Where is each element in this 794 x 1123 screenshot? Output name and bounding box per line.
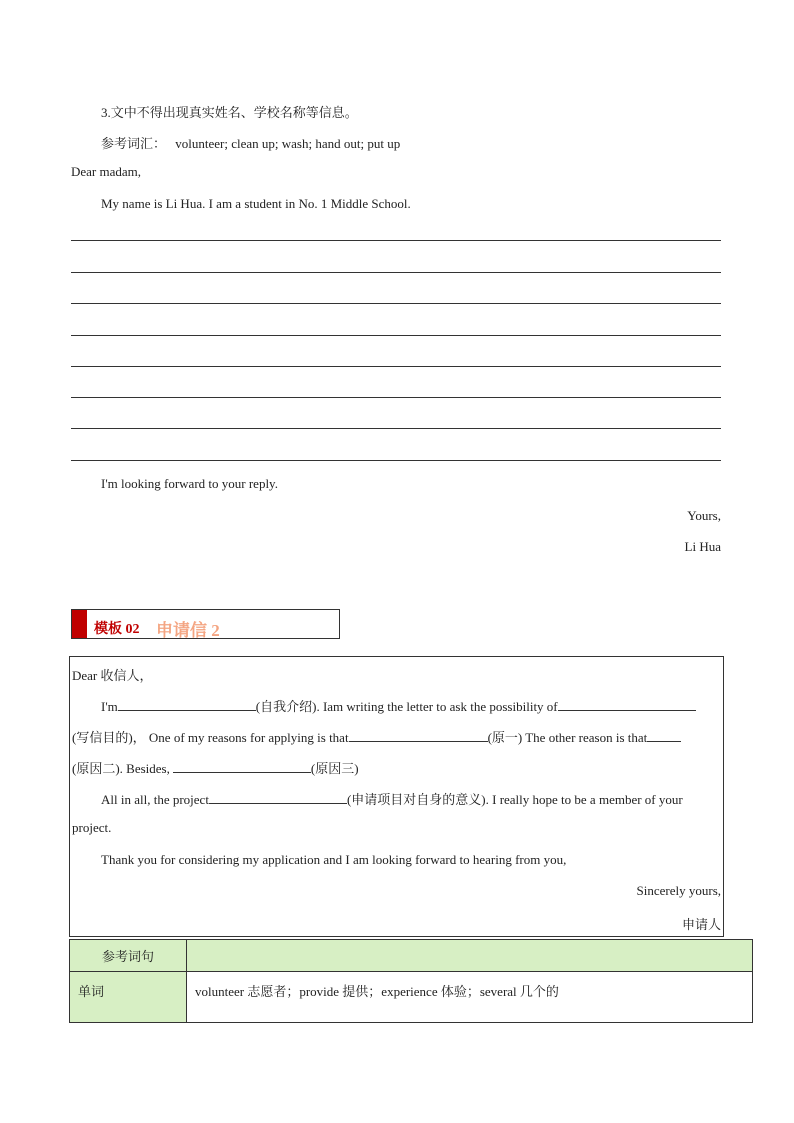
template-line-6: Thank you for considering my application and I am looking forward to hearing from you, — [101, 852, 567, 867]
template-applicant: 申请人 — [681, 917, 721, 932]
table-header-empty — [187, 940, 753, 972]
fill-blank — [647, 729, 681, 742]
intro-line: My name is Li Hua. I am a student in No. 1 Middle School. — [101, 196, 411, 211]
fill-blank — [118, 698, 256, 711]
vocab-label: 参考词汇： — [101, 136, 167, 151]
writing-line — [71, 397, 721, 398]
row-value: volunteer 志愿者；provide 提供；experience 体验；several 几个的 — [187, 972, 753, 1023]
template-title: 申请信 2 — [156, 621, 220, 640]
fill-blank — [173, 760, 311, 773]
template-heading — [71, 609, 340, 639]
signature: Li Hua — [684, 539, 721, 554]
text: (原因三) — [310, 761, 359, 776]
heading-accent-bar — [72, 610, 87, 638]
table-row — [70, 972, 753, 1023]
fill-blank — [349, 729, 488, 742]
text: (申请项目对自身的意义). I really hope to be a member of your — [346, 792, 683, 807]
note-3: 3.文中不得出现真实姓名、学校名称等信息。 — [101, 105, 358, 120]
writing-line — [71, 272, 721, 273]
reference-table — [69, 939, 753, 1023]
yours: Yours, — [687, 508, 721, 523]
template-line-1 — [101, 696, 696, 715]
writing-line — [71, 428, 721, 429]
table-header-label: 参考词句 — [70, 940, 187, 972]
fill-blank — [558, 698, 696, 711]
writing-line — [71, 240, 721, 241]
vocab-line — [101, 133, 400, 152]
writing-line — [71, 460, 721, 461]
template-line-4 — [101, 789, 683, 808]
text: I'm — [101, 699, 118, 714]
text: (原因二). Besides, — [72, 761, 170, 776]
fill-blank — [209, 791, 347, 804]
template-line-5: project. — [72, 820, 112, 835]
template-label: 模板 02 — [94, 622, 140, 637]
text: (原一) The other reason is that — [487, 730, 648, 745]
closing-line: I'm looking forward to your reply. — [101, 476, 278, 491]
template-salutation: Dear 收信人， — [72, 668, 153, 683]
text: (写信目的)， One of my reasons for applying is that — [72, 730, 349, 745]
text: (自我介绍). Iam writing the letter to ask the possibility of — [255, 699, 558, 714]
writing-line — [71, 303, 721, 304]
table-header-row — [70, 940, 753, 972]
template-line-3 — [72, 758, 359, 777]
text: All in all, the project — [101, 792, 209, 807]
template-sincerely: Sincerely yours, — [636, 883, 721, 898]
template-line-2 — [72, 727, 681, 746]
row-label: 单词 — [70, 972, 187, 1023]
salutation: Dear madam, — [71, 164, 142, 179]
writing-line — [71, 335, 721, 336]
writing-line — [71, 366, 721, 367]
vocab-words: volunteer; clean up; wash; hand out; put up — [175, 136, 401, 151]
